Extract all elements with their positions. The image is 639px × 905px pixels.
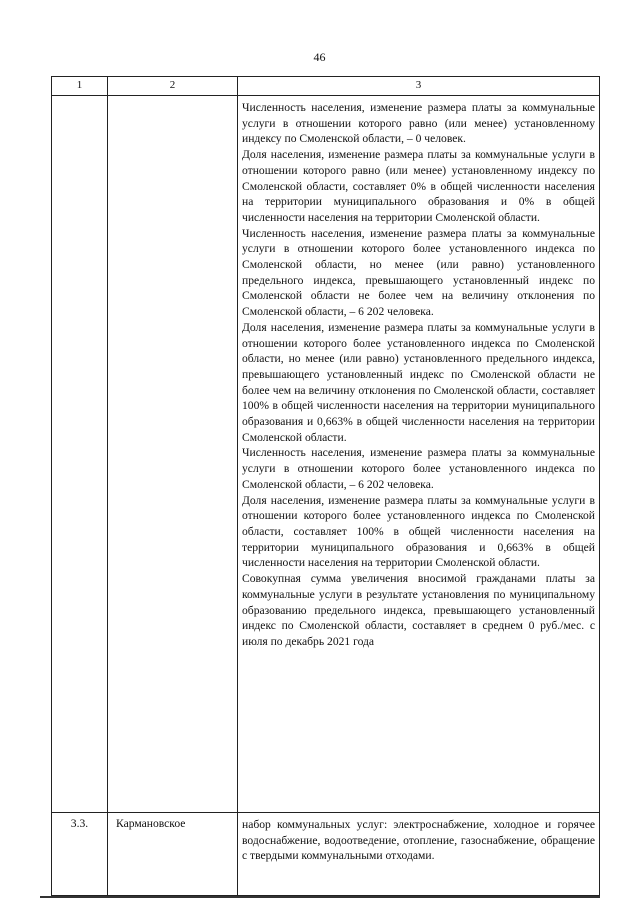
description-paragraph: Доля населения, изменение размера платы за коммунальные услуги в отношении которого более установленного индекса по Смоленской области, но менее (или равно) установленного предельного индекса, превышающего установленный индекс по Смоленской области не более чем на величину отклонения по Смоленской области, составляет 100% в общей численности населения на территории муниципального образования и 0,663% в общей численности населения на территории Смоленской области. — [242, 320, 595, 444]
table-row — [52, 96, 600, 813]
column-header-3: 3 — [238, 77, 600, 96]
page-bottom-rule — [40, 896, 600, 898]
row-name-cell — [108, 96, 238, 813]
column-header-1: 1 — [52, 77, 108, 96]
description-paragraph: Численность населения, изменение размера платы за коммунальные услуги в отношении которого равно (или менее) установленному индексу по Смоленской области, – 0 человек. — [242, 101, 595, 146]
data-table — [51, 76, 600, 896]
description-paragraph: Численность населения, изменение размера платы за коммунальные услуги в отношении которого более установленного индекса по Смоленской области, но менее (или равно) установленного предельного индекса, превышающего установленный индекс по Смоленской области не более чем на величину отклонения по Смоленской области, – 6 202 человека. — [242, 226, 595, 319]
row-name-cell: Кармановское — [108, 813, 238, 896]
description-paragraph: набор коммунальных услуг: электроснабжение, холодное и горячее водоснабжение, водоотведение, отопление, газоснабжение, обращение с твердыми коммунальными отходами. — [242, 818, 595, 863]
description-paragraph: Доля населения, изменение размера платы за коммунальные услуги в отношении которого более установленного индекса по Смоленской области, составляет 100% в общей численности населения на территории муниципального образования и 0,663% в общей численности населения на территории Смоленской области. — [242, 493, 595, 570]
row-number-cell: 3.3. — [52, 813, 108, 896]
page-number: 46 — [313, 50, 326, 64]
description-paragraph: Совокупная сумма увеличения вносимой гражданами платы за коммунальные услуги в результате установления по муниципальному образованию предельного индекса, превышающего установленный индекс по Смоленской области, составляет в среднем 0 руб./мес. с июля по декабрь 2021 года — [242, 572, 595, 648]
row-description-cell — [238, 813, 600, 896]
description-paragraph: Численность населения, изменение размера платы за коммунальные услуги в отношении которого более установленного индекса по Смоленской области, – 6 202 человека. — [242, 446, 595, 491]
table-header-row — [52, 77, 600, 96]
column-header-2: 2 — [108, 77, 238, 96]
row-description-cell — [238, 96, 600, 813]
table-row — [52, 813, 600, 896]
description-paragraph: Доля населения, изменение размера платы за коммунальные услуги в отношении которого равно (или менее) установленному индексу по Смоленской области, составляет 0% в общей численности населения на территории муниципального образования и 0% в общей численности населения на территории Смоленской области. — [242, 148, 595, 224]
row-number-cell — [52, 96, 108, 813]
